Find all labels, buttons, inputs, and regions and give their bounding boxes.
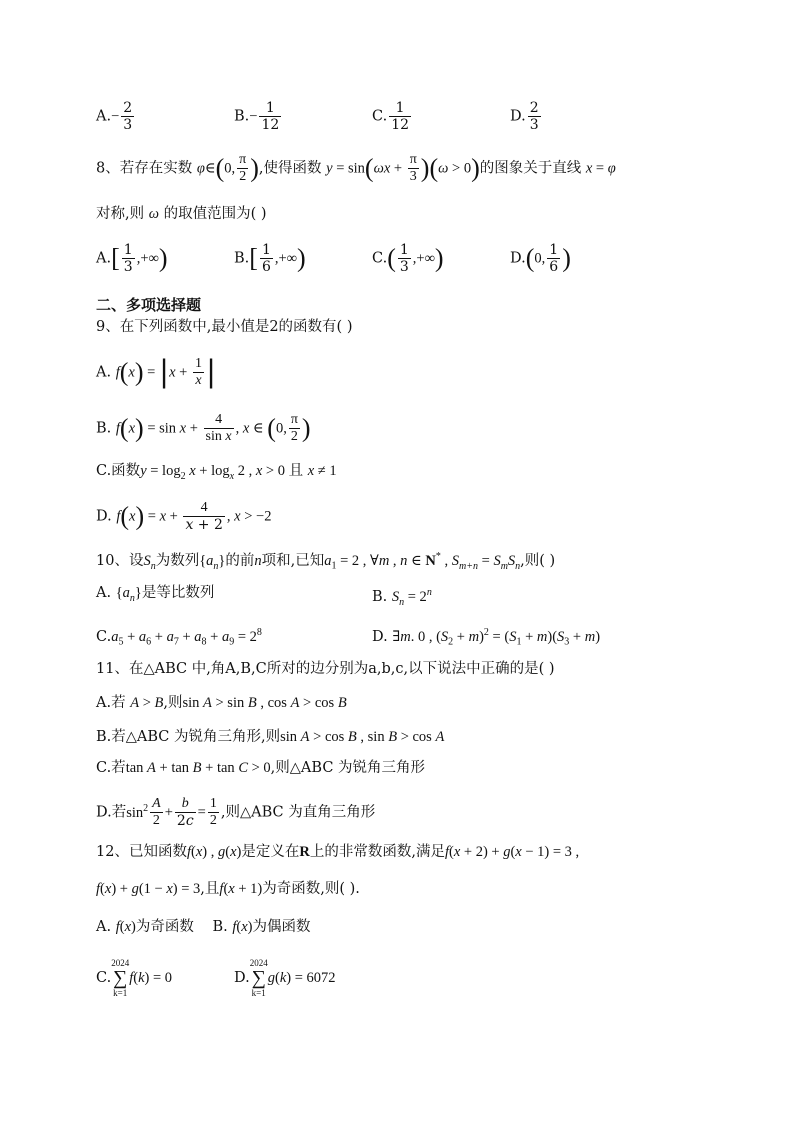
q11-option-c: C.若tan A + tan B + tan C > 0,则△ABC 为锐角三角形 [96, 760, 426, 776]
q10-option-c: $C.a_5 + a_6 + a_7 + a_8 + a_9 = 2^8$ [96, 627, 262, 648]
q7-option-d: D. $\frac{2}{3}$ [510, 100, 539, 133]
q12-stem: 12、已知函数f(x) , g(x)是定义在R上的非常数函数,满足f(x + 2) + g(x − 1) = 3 , [96, 844, 580, 860]
q7-option-b: B.− $\frac{1}{12}$ [234, 100, 280, 133]
q8-stem-line2: 对称,则 ω 的取值范围为( ) [96, 206, 267, 222]
q10-stem: 10、设$S_n$为数列$\{a_n\}$的前n项和,已知$a_1 = 2$ , ∀m , n ∈ N* , $S_{m+n} = S_mS_n$,则( ) [96, 551, 556, 572]
q10-option-a: A. $\{a_n\}$是等比数列 [96, 585, 215, 604]
q8-option-c: C.( $\frac{1}{3}$ ,+∞) [372, 242, 444, 275]
q11-option-a: A.若 A > B,则sin A > sin B , cos A > cos B [96, 695, 347, 711]
q8-option-a: A.[ $\frac{1}{3}$ ,+∞) [96, 242, 168, 275]
q8-option-b: B.[ $\frac{1}{6}$ ,+∞) [234, 242, 306, 275]
q11-option-d: D.若$\sin^2$ $\frac{A}{2}$ + $\frac{b}{2c}$ = $\frac{1}{2}$ ,则△ABC 为直角三角形 [96, 796, 376, 829]
q9-option-a: A. f(x) = |x + $\frac{1}{x}$ | [96, 354, 217, 390]
q9-option-b: B. f(x) = sin x + $\frac{4}{\text{sin x}}$ , x ∈ (0, $\frac{\pi}{2}$ ) [96, 412, 311, 444]
q11-option-b: B.若△ABC 为锐角三角形,则sin A > cos B , sin B > cos A [96, 729, 445, 745]
q12-option-c: C. 2024 ∑ k=1 f(k) = 0 [96, 958, 173, 998]
q7-option-c: C. $\frac{1}{12}$ [372, 100, 410, 133]
section-heading: 二、多项选择题 [96, 296, 202, 314]
q8-option-d: D.(0, $\frac{1}{6}$ ) [510, 242, 571, 275]
q10-option-b: B. $S_n = 2^n$ [372, 587, 432, 608]
q8-stem: 8、若存在实数 φ∈(0, $\frac{\pi}{2}$ ),使得函数 y = sin(ωx + $\frac{\pi}{3}$ )(ω > 0)的图象关于直线 x = φ [96, 152, 616, 184]
q9-option-d: D. f(x) = x + $\frac{4}{x + 2}$ , x > −2 [96, 500, 272, 533]
q12-option-a-b: A. f(x)为奇函数 B. f(x)为偶函数 [96, 919, 311, 935]
q12-option-d: D. 2024 ∑ k=1 g(k) = 6072 [234, 958, 336, 998]
q9-stem: 9、在下列函数中,最小值是2的函数有( ) [96, 319, 353, 335]
q12-stem-line2: f(x) + g(1 − x) = 3,且f(x + 1)为奇函数,则( ). [96, 881, 360, 897]
q10-option-d: D. ∃m. 0 , $(S_2 + m)^2 = (S_1 + m)(S_3 + m)$ [372, 627, 601, 648]
q7-option-a: A.− $\frac{2}{3}$ [96, 100, 133, 133]
q11-stem: 11、在△ABC 中,角A,B,C所对的边分别为a,b,c,以下说法中正确的是( ) [96, 661, 555, 677]
q9-option-c: C.函数$y = \log_2 x + \log_x 2$ , x > 0 且 x ≠ 1 [96, 463, 337, 482]
